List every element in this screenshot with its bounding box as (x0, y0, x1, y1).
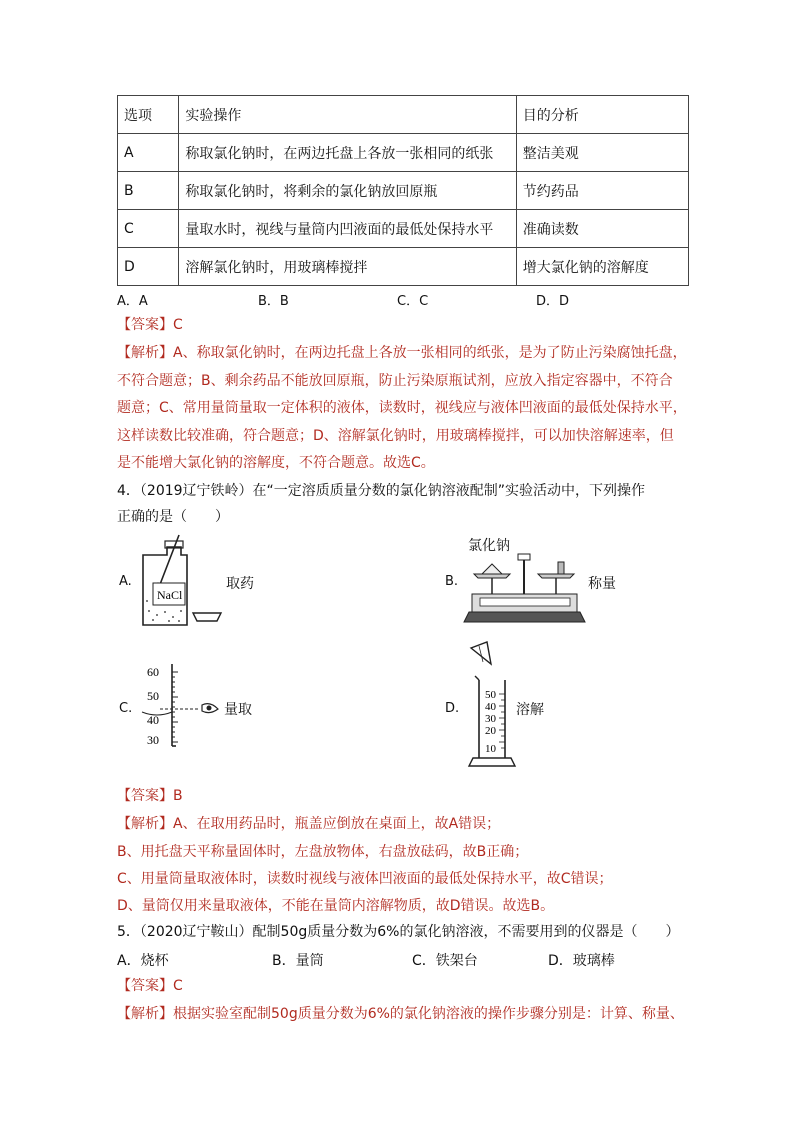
option-a-text: 取药 (226, 576, 254, 592)
q4-analysis-line: B、用托盘天平称量固体时，左盘放物体，右盘放砝码，故B正确； (117, 844, 529, 860)
d-tick-label: 40 (485, 701, 496, 713)
answer-value: C (173, 317, 183, 333)
table-cell: 增大氯化钠的溶解度 (516, 248, 688, 286)
option-a-letter: A. (119, 574, 132, 589)
table-cell: B (118, 172, 179, 210)
answer-value: B (173, 788, 183, 804)
q3-analysis-line: 是不能增大氯化钠的溶解度，不符合题意。故选C。 (117, 455, 435, 471)
d-tick-label: 20 (485, 725, 496, 737)
analysis-tag: 【解析】 (117, 816, 173, 832)
c-tick-label: 30 (147, 733, 159, 747)
q5-analysis-line: 【解析】根据实验室配制50g质量分数为6%的氯化钠溶液的操作步骤分别是：计算、称量、 (117, 1006, 684, 1022)
q3-choice-c: C．C (397, 294, 429, 309)
q4-stem-line: 正确的是（ ） (117, 509, 229, 525)
table-header-cell: 实验操作 (179, 96, 516, 134)
option-b-text: 称量 (588, 576, 616, 592)
q3-analysis-line: 不符合题意；B、剩余药品不能放回原瓶，防止污染原瓶试剂，应放入指定容器中，不符合 (117, 373, 673, 389)
table-row (118, 134, 689, 172)
q4-stem-line: 4．（2019辽宁铁岭）在“一定溶质质量分数的氯化钠溶液配制”实验活动中，下列操作 (117, 483, 646, 499)
d-tick-label: 10 (485, 743, 496, 755)
q3-choice-d: D．D (536, 294, 570, 309)
table-cell: 整洁美观 (516, 134, 688, 172)
q3-choice-a: A．A (117, 294, 148, 309)
q3-answer (117, 316, 183, 334)
option-b-top-label: 氯化钠 (468, 538, 510, 554)
answer-tag: 【答案】 (117, 978, 173, 994)
option-d-letter: D. (445, 701, 460, 716)
q5-stem: 5．（2020辽宁鞍山）配制50g质量分数为6%的氯化钠溶液，不需要用到的仪器是（ ） (117, 924, 680, 940)
q5-choice-a: A．烧杯 (117, 953, 169, 969)
table-cell: 量取水时，视线与量筒内凹液面的最低处保持水平 (179, 210, 516, 248)
table-cell: 称取氯化钠时，将剩余的氯化钠放回原瓶 (179, 172, 516, 210)
q3-choice-b: B．B (258, 294, 289, 309)
option-d-text: 溶解 (516, 702, 544, 718)
q3-analysis-line: 这样读数比较准确，符合题意；D、溶解氯化钠时，用玻璃棒搅拌，可以加快溶解速率，但 (117, 428, 674, 444)
q4-analysis-line: 【解析】A、在取用药品时，瓶盖应倒放在桌面上，故A错误； (117, 816, 501, 832)
table-row (118, 172, 689, 210)
table-cell: 节约药品 (516, 172, 688, 210)
q5-choice-c: C．铁架台 (412, 953, 478, 969)
answer-tag: 【答案】 (117, 788, 173, 804)
q5-choice-b: B．量筒 (272, 953, 324, 969)
d-tick-label: 30 (485, 713, 496, 725)
nacl-label: NaCl (157, 588, 183, 602)
table-cell: 准确读数 (516, 210, 688, 248)
q3-analysis-line: 【解析】A、称取氯化钠时，在两边托盘上各放一张相同的纸张，是为了防止污染腐蚀托盘， (117, 345, 687, 361)
option-c-letter: C. (119, 701, 133, 716)
cylinder-reading-figure (142, 660, 222, 750)
reagent-bottle-figure (135, 535, 225, 635)
table-cell: C (118, 210, 179, 248)
table-cell: A (118, 134, 179, 172)
table-header-row (118, 96, 689, 134)
q4-analysis-line: C、用量筒量取液体时，读数时视线与液体凹液面的最低处保持水平，故C错误； (117, 871, 613, 887)
c-tick-label: 60 (147, 665, 159, 679)
c-tick-label: 40 (147, 713, 159, 727)
q3-analysis-line: 题意；C、常用量筒量取一定体积的液体，读数时，视线应与液体凹液面的最低处保持水平， (117, 400, 687, 416)
c-tick-label: 50 (147, 689, 159, 703)
table-header-cell: 选项 (118, 96, 179, 134)
table-cell: D (118, 248, 179, 286)
table-cell: 称取氯化钠时，在两边托盘上各放一张相同的纸张 (179, 134, 516, 172)
q5-choice-d: D．玻璃棒 (548, 953, 615, 969)
analysis-tag: 【解析】 (117, 1006, 173, 1022)
option-b-letter: B. (445, 574, 459, 589)
table-cell: 溶解氯化钠时，用玻璃棒搅拌 (179, 248, 516, 286)
table-row (118, 210, 689, 248)
option-c-text: 量取 (224, 702, 252, 718)
answer-tag: 【答案】 (117, 317, 173, 333)
options-table (117, 95, 689, 286)
q4-analysis-line: D、量筒仅用来量取液体，不能在量筒内溶解物质，故D错误。故选B。 (117, 898, 555, 914)
d-tick-label: 50 (485, 689, 496, 701)
answer-value: C (173, 978, 183, 994)
table-row (118, 248, 689, 286)
balance-figure (462, 550, 587, 630)
analysis-tag: 【解析】 (117, 345, 173, 361)
q4-answer (117, 787, 183, 805)
q5-answer (117, 977, 183, 995)
table-header-cell: 目的分析 (516, 96, 688, 134)
